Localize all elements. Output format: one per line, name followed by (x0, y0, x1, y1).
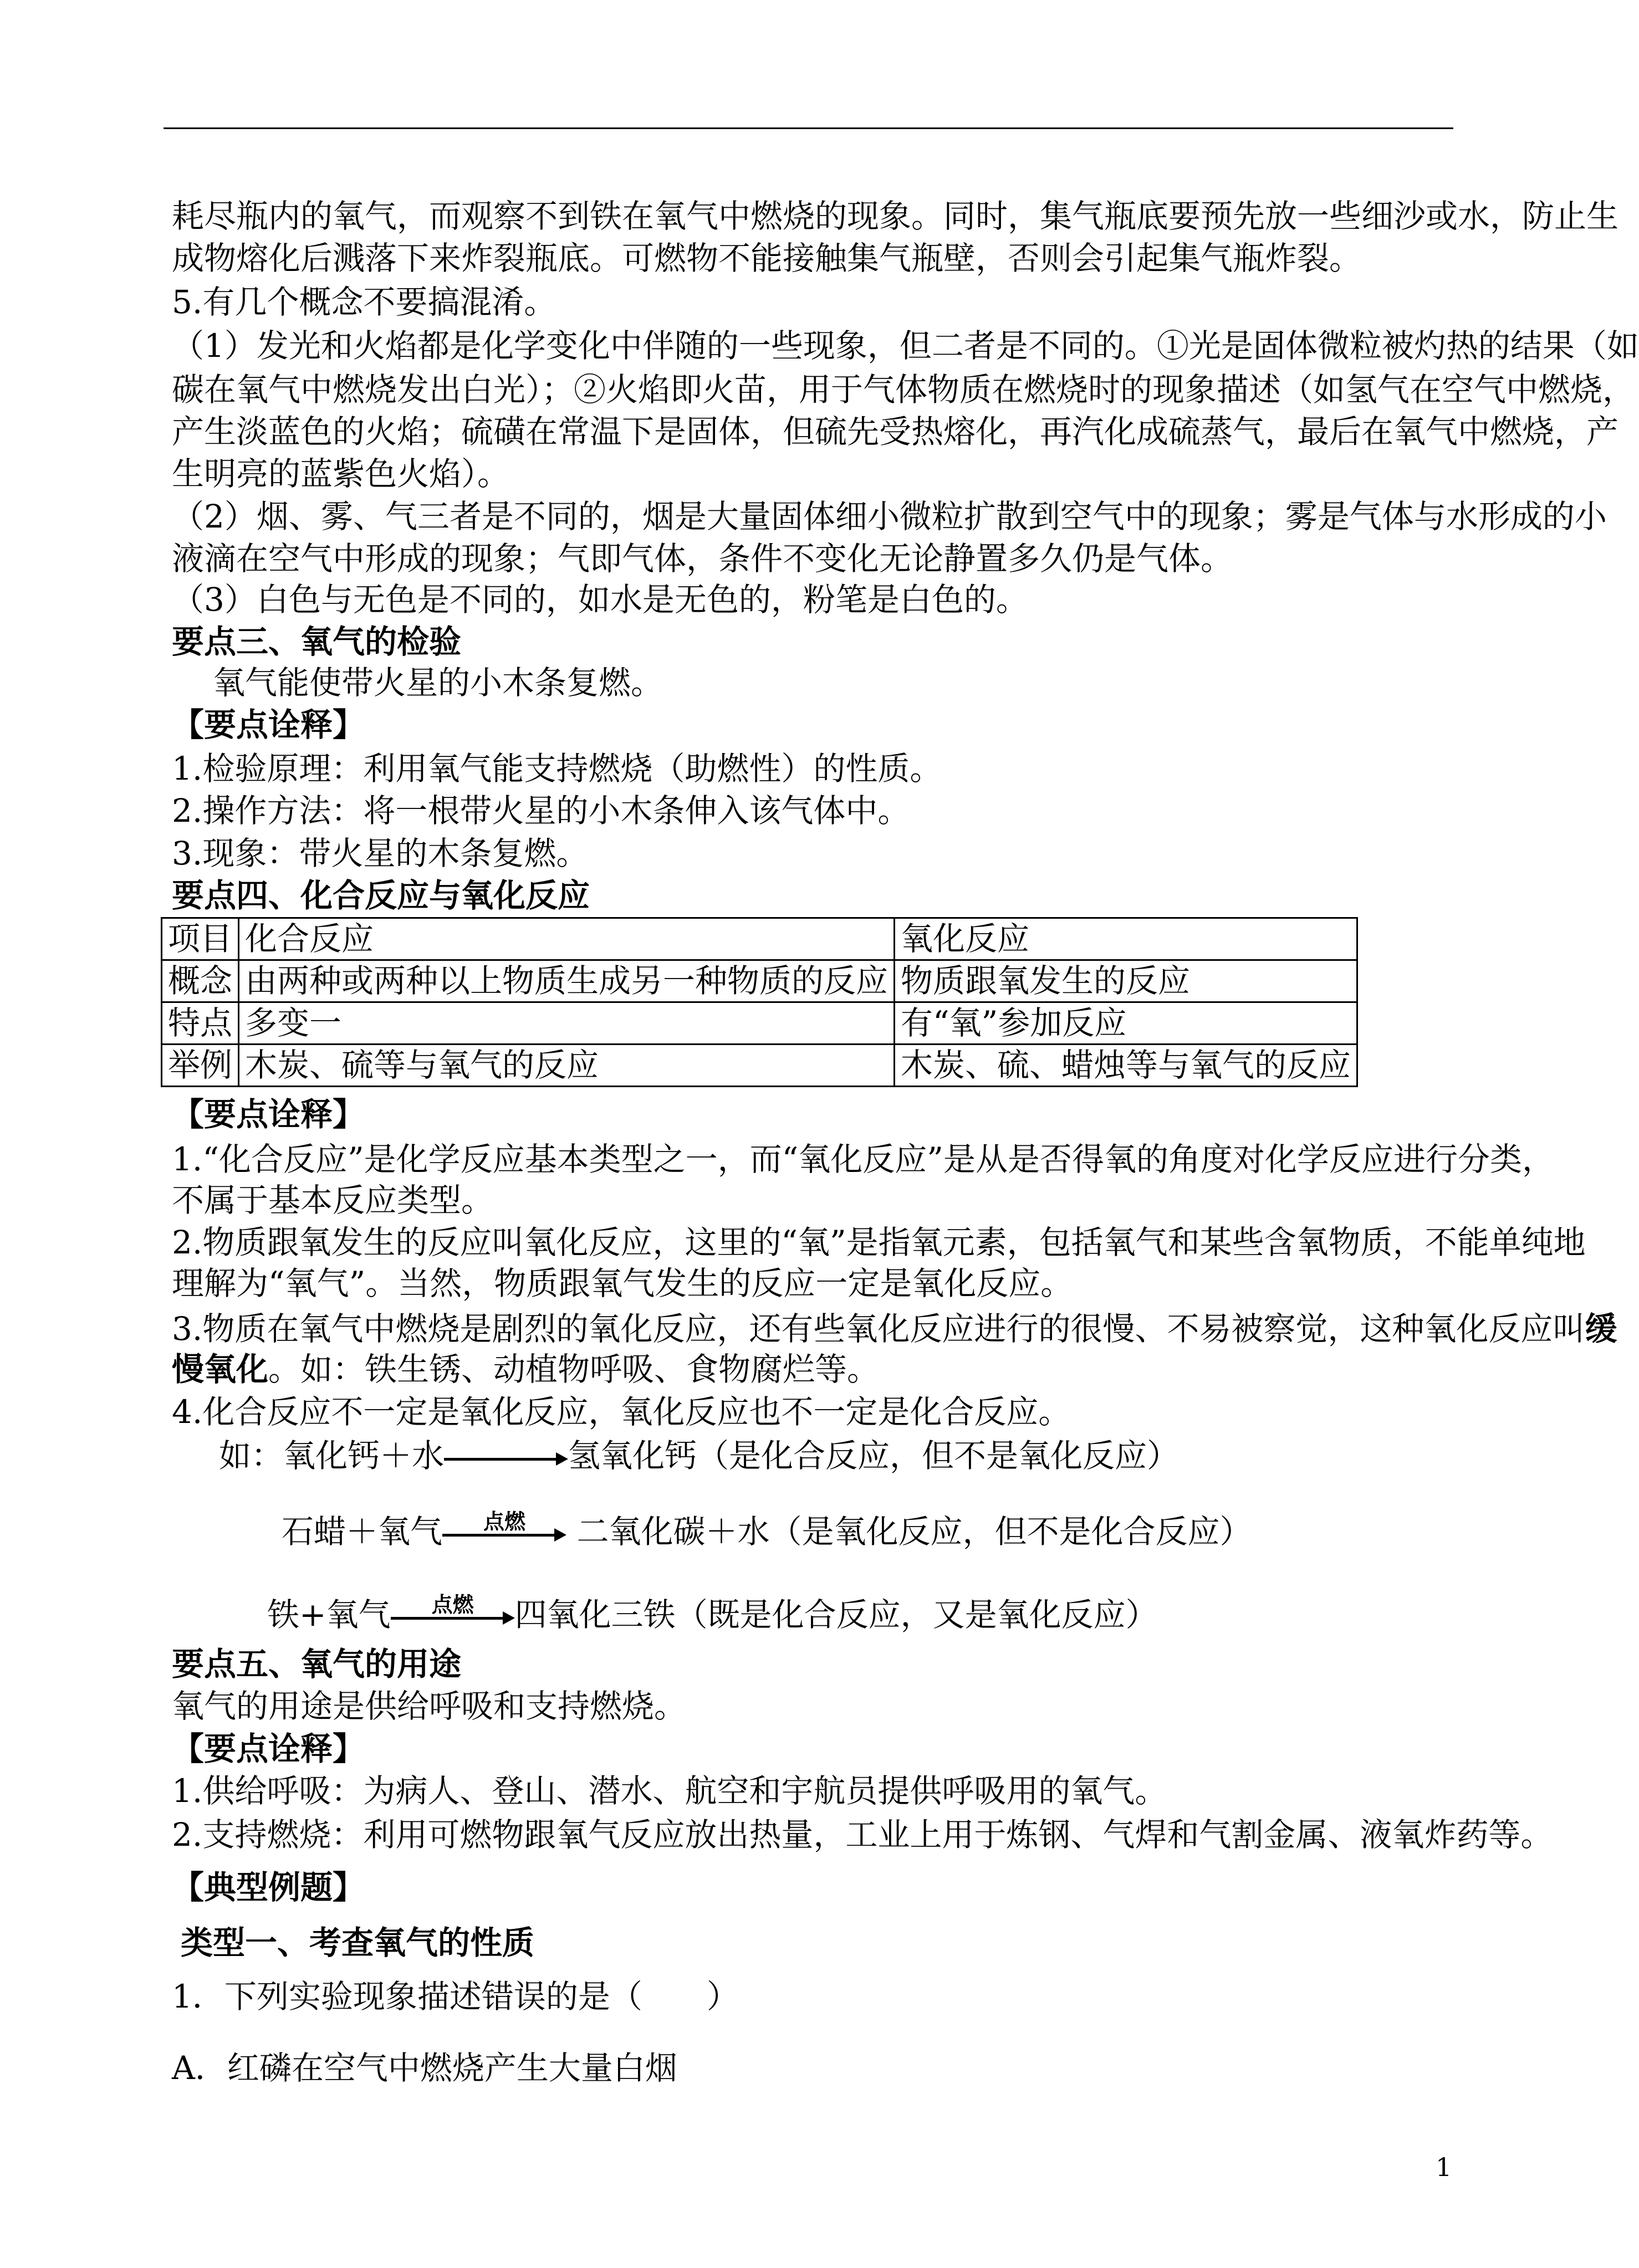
section-heading: 要点五、氧气的用途 (172, 1645, 462, 1683)
equation-left: 铁+氧气 (267, 1596, 391, 1634)
table-row (162, 960, 1357, 1002)
table-row (162, 1002, 1357, 1045)
equation-right: 四氧化三铁（既是化合反应，又是氧化反应） (514, 1596, 1158, 1634)
table-cell: 木炭、硫、蜡烛等与氧气的反应 (895, 1045, 1357, 1087)
list-item: 4.化合反应不一定是氧化反应，氧化反应也不一定是化合反应。 (172, 1393, 1071, 1431)
paragraph-line: 耗尽瓶内的氧气，而观察不到铁在氧气中燃烧的现象。同时，集气瓶底要预先放一些细沙或水，防止生 (172, 197, 1619, 235)
paragraph-line: 氧气的用途是供给呼吸和支持燃烧。 (172, 1687, 687, 1725)
list-item: 1.检验原理：利用氧气能支持燃烧（助燃性）的性质。 (172, 750, 942, 787)
table-cell: 举例 (162, 1045, 239, 1087)
table-cell: 由两种或两种以上物质生成另一种物质的反应 (239, 960, 895, 1002)
examples-heading: 【典型例题】 (172, 1868, 365, 1906)
equation-right: 氢氧化钙（是化合反应，但不是氧化反应） (568, 1437, 1180, 1475)
equation-left: 如：氧化钙＋水 (219, 1437, 445, 1475)
note-heading: 【要点诠释】 (172, 1730, 365, 1768)
paragraph-line: 碳在氧气中燃烧发出白光）；②火焰即火苗，用于气体物质在燃烧时的现象描述（如氢气在空气中燃烧， (172, 371, 1635, 408)
paragraph-line: 理解为“氧气”。当然，物质跟氧气发生的反应一定是氧化反应。 (172, 1264, 1073, 1302)
equation (267, 1594, 1158, 1636)
text: 3.物质在氧气中燃烧是剧烈的氧化反应，还有些氧化反应进行的很慢、不易被察觉，这种氧化反应叫 (172, 1310, 1585, 1348)
paragraph-line: 产生淡蓝色的火焰；硫磺在常温下是固体，但硫先受热熔化，再汽化成硫蒸气，最后在氧气中燃烧，产 (172, 413, 1619, 450)
table-cell: 项目 (162, 918, 239, 960)
equation-right: 二氧化碳＋水（是氧化反应，但不是化合反应） (566, 1513, 1252, 1550)
comparison-table (161, 917, 1358, 1087)
list-item: 3.现象：带火星的木条复燃。 (172, 834, 589, 872)
paragraph-line: 成物熔化后溅落下来炸裂瓶底。可燃物不能接触集气瓶壁，否则会引起集气瓶炸裂。 (172, 239, 1362, 277)
table-cell: 化合反应 (239, 918, 895, 960)
list-item: 2.支持燃烧：利用可燃物跟氧气反应放出热量，工业上用于炼钢、气焊和气割金属、液氧炸药等。 (172, 1816, 1553, 1854)
list-item: 1.“化合反应”是化学反应基本类型之一，而“氧化反应”是从是否得氧的角度对化学反应进行分类， (172, 1140, 1554, 1178)
list-item (172, 1308, 1617, 1350)
table-cell: 物质跟氧发生的反应 (895, 960, 1357, 1002)
table-row (162, 918, 1357, 960)
list-item: 2.操作方法：将一根带火星的小木条伸入该气体中。 (172, 792, 910, 830)
reaction-arrow-icon (444, 1435, 568, 1477)
bold-term: 慢氧化 (172, 1350, 269, 1388)
reaction-condition: 点燃 (483, 1509, 526, 1534)
answer-option: A．红磷在空气中燃烧产生大量白烟 (172, 2049, 677, 2087)
type-heading: 类型一、考查氧气的性质 (181, 1924, 535, 1962)
list-item: 2.物质跟氧发生的反应叫氧化反应，这里的“氧”是指氧元素，包括氧气和某些含氧物质，不能单纯地 (172, 1223, 1586, 1261)
table-cell: 木炭、硫等与氧气的反应 (239, 1045, 895, 1087)
note-heading: 【要点诠释】 (172, 1095, 365, 1133)
equation (219, 1435, 1179, 1477)
table-cell: 氧化反应 (895, 918, 1357, 960)
list-item: 5.有几个概念不要搞混淆。 (172, 283, 556, 321)
reaction-arrow-icon (442, 1511, 566, 1553)
paragraph-line: 液滴在空气中形成的现象；气即气体，条件不变化无论静置多久仍是气体。 (172, 540, 1233, 577)
table-cell: 特点 (162, 1002, 239, 1045)
equation-left: 石蜡＋氧气 (282, 1513, 443, 1550)
section-heading: 要点三、氧气的检验 (172, 623, 462, 661)
bold-term: 缓 (1585, 1310, 1617, 1348)
header-rule (164, 127, 1453, 129)
question: 1．下列实验现象描述错误的是（ ） (172, 1978, 739, 2015)
paragraph-line: 氧气能使带火星的小木条复燃。 (213, 664, 663, 702)
equation (282, 1511, 1252, 1553)
paragraph-line (172, 1348, 879, 1390)
table-cell: 概念 (162, 960, 239, 1002)
table-cell: 有“氧”参加反应 (895, 1002, 1357, 1045)
note-heading: 【要点诠释】 (172, 706, 365, 744)
paragraph-line: （1）发光和火焰都是化学变化中伴随的一些现象，但二者是不同的。①光是固体微粒被灼热的结果（如 (172, 327, 1639, 365)
page-number: 1 (1436, 2152, 1452, 2182)
paragraph-line: 生明亮的蓝紫色火焰）。 (172, 455, 510, 493)
reaction-condition: 点燃 (431, 1593, 474, 1617)
reaction-arrow-icon (391, 1594, 515, 1636)
text: 。如：铁生锈、动植物呼吸、食物腐烂等。 (268, 1350, 880, 1388)
table-row (162, 1045, 1357, 1087)
section-heading: 要点四、化合反应与氧化反应 (172, 877, 590, 914)
table-cell: 多变一 (239, 1002, 895, 1045)
paragraph-line: （3）白色与无色是不同的，如水是无色的，粉笔是白色的。 (172, 581, 1028, 618)
paragraph-line: （2）烟、雾、气三者是不同的，烟是大量固体细小微粒扩散到空气中的现象；雾是气体与水形成的小 (172, 498, 1607, 535)
list-item: 1.供给呼吸：为病人、登山、潜水、航空和宇航员提供呼吸用的氧气。 (172, 1772, 1167, 1810)
paragraph-line: 不属于基本反应类型。 (172, 1181, 494, 1219)
